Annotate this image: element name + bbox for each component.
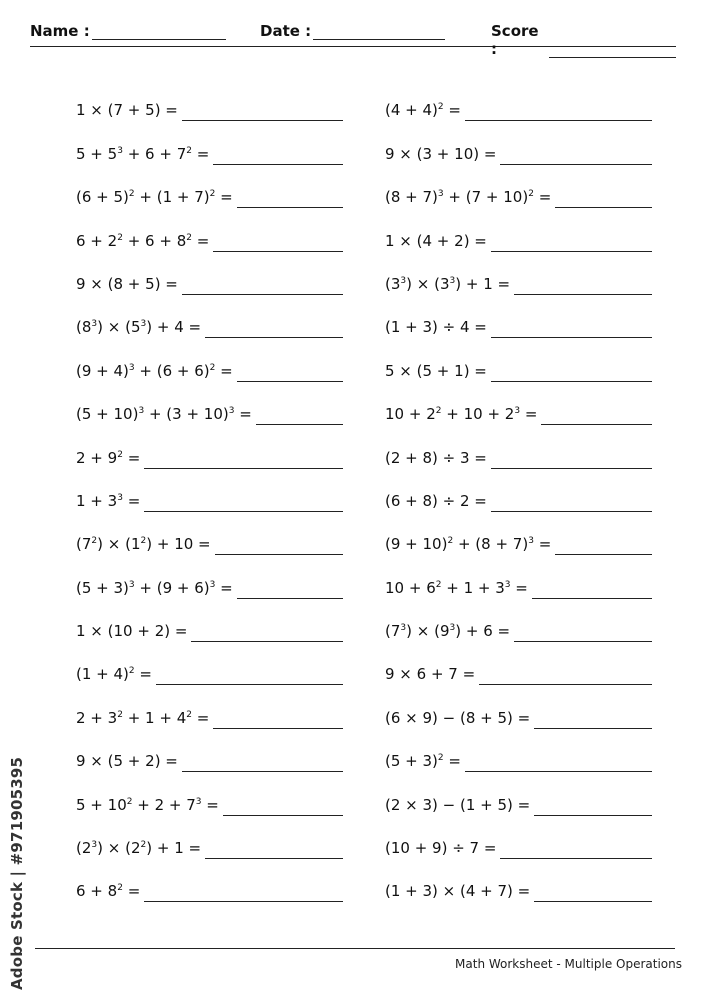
problem-row	[385, 78, 652, 121]
exponent: 2	[117, 232, 123, 243]
exponent: 2	[117, 449, 123, 460]
problem-row	[385, 685, 652, 728]
expression-text: ) + 4 =	[146, 318, 202, 337]
expression-text: (1 + 3) × (4 + 7) =	[385, 882, 531, 901]
stock-watermark: Adobe Stock | #971905395	[8, 756, 26, 990]
exponent: 2	[435, 406, 442, 417]
expression-text: 6 + 2	[76, 231, 118, 250]
exponent: 2	[447, 536, 454, 547]
problem-row	[385, 772, 652, 815]
expression-text: (5 + 3)	[385, 752, 438, 771]
date-field	[260, 22, 445, 40]
expression-text: =	[510, 578, 528, 597]
exponent: 3	[128, 579, 135, 590]
problem-row	[76, 425, 343, 468]
expression-text: (1 + 3) ÷ 4 =	[385, 318, 487, 337]
exponent: 3	[138, 406, 145, 417]
problem-row	[385, 252, 652, 295]
expression-text: 1 + 3	[76, 491, 118, 510]
expression-text: =	[122, 491, 141, 510]
expression-text: (2 × 3) − (1 + 5) =	[385, 795, 531, 814]
expression-text: (9 + 10)	[385, 535, 448, 554]
problem-row	[76, 512, 343, 555]
score-label: Score :	[491, 22, 539, 58]
exponent: 3	[209, 579, 216, 590]
exponent: 3	[195, 796, 202, 807]
problem-expression	[385, 882, 530, 902]
problem-row	[385, 121, 652, 164]
problems-right-column	[385, 78, 652, 902]
expression-text: (7	[76, 535, 92, 554]
expression-text: 2 + 9	[76, 448, 118, 467]
problem-expression	[385, 535, 551, 555]
problem-row	[76, 859, 343, 902]
problems-left-column	[76, 78, 343, 902]
exponent: 2	[117, 883, 123, 894]
problem-expression	[385, 665, 475, 685]
exponent: 3	[400, 275, 407, 286]
exponent: 2	[209, 189, 216, 200]
name-input-line[interactable]	[92, 25, 226, 40]
expression-text: (7	[385, 622, 401, 641]
expression-text: 5 × (5 + 1) =	[385, 361, 487, 380]
expression-text: (5 + 3)	[76, 578, 129, 597]
problem-expression	[76, 579, 233, 599]
expression-text: 6 + 8	[76, 882, 118, 901]
problem-row	[76, 729, 343, 772]
expression-text: (1 + 4)	[76, 665, 129, 684]
expression-text: (6 × 9) − (8 + 5) =	[385, 708, 531, 727]
problem-expression	[385, 318, 487, 338]
exponent: 3	[449, 623, 456, 634]
problem-expression	[76, 492, 140, 512]
exponent: 3	[449, 275, 456, 286]
problem-row	[76, 165, 343, 208]
problem-row	[76, 78, 343, 121]
exponent: 2	[128, 666, 135, 677]
problem-row	[76, 295, 343, 338]
expression-text: + (3 + 10)	[144, 405, 229, 424]
problem-row	[385, 859, 652, 902]
exponent: 3	[140, 319, 147, 330]
exponent: 3	[528, 536, 534, 547]
exponent: 2	[186, 709, 192, 720]
problem-expression	[76, 275, 178, 295]
exponent: 2	[126, 796, 133, 807]
expression-text: 1 × (10 + 2) =	[76, 622, 188, 641]
expression-text: ) + 6 =	[455, 622, 511, 641]
expression-text: ) × (3	[406, 274, 450, 293]
problem-expression	[385, 275, 510, 295]
exponent: 3	[437, 189, 444, 200]
problem-row	[76, 642, 343, 685]
expression-text: ) × (1	[97, 535, 141, 554]
problem-expression	[385, 405, 537, 425]
problem-expression	[385, 449, 487, 469]
problem-row	[385, 338, 652, 381]
problem-expression	[76, 188, 233, 208]
problem-expression	[76, 449, 140, 469]
problem-row	[385, 512, 652, 555]
footer-divider	[35, 948, 675, 949]
exponent: 3	[128, 362, 135, 373]
problem-expression	[76, 405, 252, 425]
exponent: 3	[91, 840, 98, 851]
exponent: 2	[140, 536, 147, 547]
name-label: Name :	[30, 22, 90, 40]
exponent: 2	[91, 536, 98, 547]
problem-expression	[76, 882, 140, 902]
problem-row	[385, 382, 652, 425]
exponent: 2	[528, 189, 534, 200]
exponent: 3	[91, 319, 98, 330]
exponent: 2	[437, 753, 444, 764]
expression-text: =	[191, 144, 210, 163]
expression-text: =	[215, 188, 233, 207]
expression-text: + 6 + 7	[122, 144, 187, 163]
expression-text: 9 × (5 + 2) =	[76, 752, 178, 771]
expression-text: 9 × (3 + 10) =	[385, 144, 497, 163]
expression-text: + 10 + 2	[441, 405, 515, 424]
exponent: 2	[437, 102, 444, 113]
problem-expression	[385, 752, 461, 772]
expression-text: 9 × (8 + 5) =	[76, 274, 178, 293]
problem-expression	[76, 709, 209, 729]
expression-text: + 1 + 4	[122, 708, 187, 727]
problem-row	[76, 208, 343, 251]
expression-text: + (8 + 7)	[453, 535, 529, 554]
expression-text: =	[191, 231, 210, 250]
expression-text: =	[134, 665, 152, 684]
expression-text: (8 + 7)	[385, 188, 438, 207]
problem-row	[76, 555, 343, 598]
expression-text: (6 + 8) ÷ 2 =	[385, 491, 487, 510]
date-input-line[interactable]	[313, 25, 445, 40]
problem-expression	[385, 579, 528, 599]
expression-text: 1 × (4 + 2) =	[385, 231, 487, 250]
expression-text: ) + 10 =	[146, 535, 211, 554]
problem-expression	[76, 318, 201, 338]
expression-text: =	[533, 535, 552, 554]
exponent: 3	[514, 406, 521, 417]
problem-row	[76, 685, 343, 728]
exponent: 3	[228, 406, 235, 417]
expression-text: (2	[76, 839, 92, 858]
expression-text: 1 × (7 + 5) =	[76, 101, 178, 120]
problem-row	[76, 816, 343, 859]
expression-text: =	[122, 448, 141, 467]
expression-text: (10 + 9) ÷ 7 =	[385, 839, 497, 858]
problem-expression	[76, 752, 178, 772]
expression-text: (4 + 4)	[385, 101, 438, 120]
problem-expression	[385, 188, 551, 208]
expression-text: + (6 + 6)	[134, 361, 210, 380]
problem-expression	[76, 362, 233, 382]
problem-row	[385, 295, 652, 338]
expression-text: =	[520, 405, 538, 424]
date-label: Date :	[260, 22, 312, 40]
expression-text: =	[443, 101, 461, 120]
score-input-line[interactable]	[549, 43, 676, 58]
answer-line[interactable]	[534, 900, 652, 902]
problem-row	[385, 165, 652, 208]
expression-text: + 2 + 7	[132, 795, 196, 814]
exponent: 2	[435, 579, 442, 590]
exponent: 3	[400, 623, 407, 634]
problem-expression	[385, 362, 487, 382]
exponent: 3	[504, 579, 511, 590]
expression-text: (9 + 4)	[76, 361, 129, 380]
problem-row	[385, 816, 652, 859]
expression-text: =	[191, 708, 210, 727]
problem-expression	[385, 796, 530, 816]
expression-text: 5 + 10	[76, 795, 127, 814]
problem-row	[385, 599, 652, 642]
problem-row	[385, 642, 652, 685]
expression-text: + (9 + 6)	[134, 578, 210, 597]
problem-expression	[385, 839, 496, 859]
problem-expression	[76, 232, 209, 252]
problem-row	[76, 382, 343, 425]
expression-text: 10 + 6	[385, 578, 436, 597]
expression-text: =	[533, 188, 552, 207]
exponent: 2	[186, 145, 192, 156]
exponent: 3	[117, 492, 123, 503]
answer-line[interactable]	[144, 900, 343, 902]
problem-expression	[385, 232, 487, 252]
expression-text: 2 + 3	[76, 708, 118, 727]
problem-expression	[385, 709, 530, 729]
score-field	[491, 22, 676, 58]
problem-expression	[76, 535, 211, 555]
expression-text: 9 × 6 + 7 =	[385, 665, 476, 684]
expression-text: + 6 + 8	[122, 231, 187, 250]
problem-expression	[76, 622, 187, 642]
problem-row	[76, 772, 343, 815]
exponent: 2	[128, 189, 135, 200]
problem-expression	[76, 145, 209, 165]
exponent: 3	[117, 145, 123, 156]
expression-text: =	[215, 578, 233, 597]
problem-expression	[385, 622, 510, 642]
expression-text: =	[215, 361, 233, 380]
expression-text: ) + 1 =	[146, 839, 202, 858]
expression-text: 10 + 2	[385, 405, 436, 424]
problem-row	[76, 121, 343, 164]
problem-expression	[76, 796, 219, 816]
exponent: 2	[209, 362, 216, 373]
problem-expression	[76, 839, 201, 859]
problem-row	[76, 252, 343, 295]
expression-text: =	[122, 882, 141, 901]
expression-text: =	[201, 795, 219, 814]
expression-text: ) × (5	[97, 318, 141, 337]
expression-text: + 1 + 3	[441, 578, 505, 597]
exponent: 2	[140, 840, 147, 851]
expression-text: =	[234, 405, 252, 424]
problem-row	[385, 729, 652, 772]
problem-expression	[385, 492, 487, 512]
expression-text: (5 + 10)	[76, 405, 139, 424]
expression-text: ) × (2	[97, 839, 141, 858]
problem-row	[385, 555, 652, 598]
footer-title: Math Worksheet - Multiple Operations	[455, 957, 682, 971]
expression-text: (6 + 5)	[76, 188, 129, 207]
problem-expression	[385, 101, 461, 121]
worksheet-header	[30, 20, 676, 58]
exponent: 2	[186, 232, 192, 243]
problem-expression	[385, 145, 496, 165]
problem-expression	[76, 101, 178, 121]
expression-text: =	[443, 752, 461, 771]
expression-text: (8	[76, 318, 92, 337]
expression-text: + (7 + 10)	[443, 188, 529, 207]
expression-text: ) × (9	[406, 622, 450, 641]
problem-row	[76, 469, 343, 512]
problem-expression	[76, 665, 152, 685]
expression-text: 5 + 5	[76, 144, 118, 163]
problem-row	[76, 338, 343, 381]
expression-text: + (1 + 7)	[134, 188, 210, 207]
expression-text: (2 + 8) ÷ 3 =	[385, 448, 487, 467]
name-field	[30, 22, 226, 40]
expression-text: (3	[385, 274, 401, 293]
expression-text: ) + 1 =	[455, 274, 511, 293]
problem-row	[385, 469, 652, 512]
problem-row	[385, 425, 652, 468]
problem-row	[76, 599, 343, 642]
exponent: 2	[117, 709, 123, 720]
problem-row	[385, 208, 652, 251]
